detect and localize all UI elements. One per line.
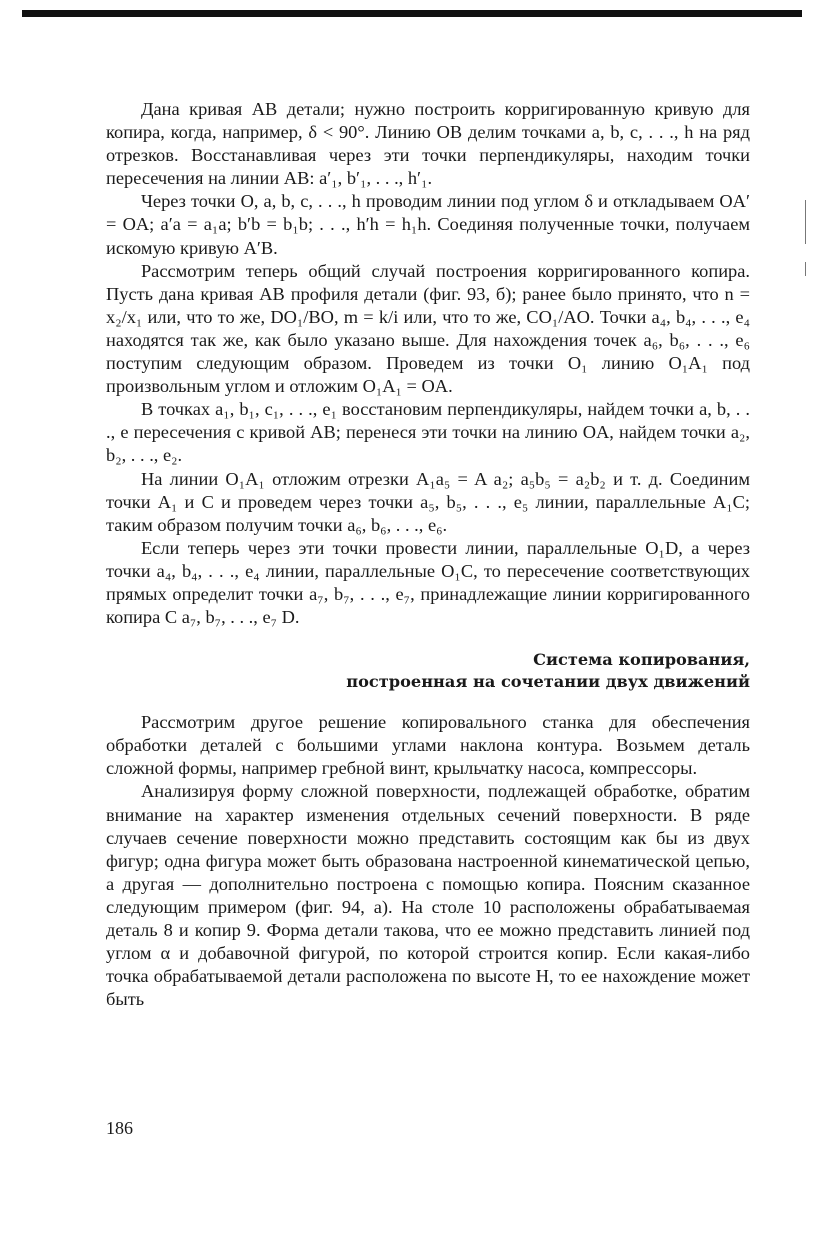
paragraph: На линии O₁A₁ отложим отрезки A₁a₅ = A a₂; a₅b₅ = a₂b₂ и т. д. Соединим точки A₁ и C и проведем через точки a₅, b₅, . . ., e₅ линии, параллельные A₁C; таким образом получим точки a₆, b₆, . . ., e₆. [106, 468, 750, 535]
paragraph: Рассмотрим теперь общий случай построения корригированного копира. Пусть дана кривая AB профиля детали (фиг. 93, б); ранее было принято, что n = x₂/x₁ или, что то же, DO₁/BO, m = k/i или, что то же, CO₁/AO. Точки a₄, b₄, . . ., e₄ находятся так же, как было указано выше. Для нахождения точек a₆, b₆, . . ., e₆ поступим следующим образом. Проведем из точки O₁ линию O₁A₁ под произвольным углом и отложим O₁A₁ = OA. [106, 260, 750, 397]
paragraph: Анализируя форму сложной поверхности, подлежащей обработке, обратим внимание на характер изменения отдельных сечений поверхности. В ряде случаев сечение поверхности можно представить состоящим как бы из двух фигур; одна фигура может быть образована настроенной кинематической цепью, а другая — дополнительно построена с помощью копира. Поясним сказанное следующим примером (фиг. 94, а). На столе 10 расположены обрабатываемая деталь 8 и копир 9. Форма детали такова, что ее можно представить линией под углом α и добавочной фигурой, по которой строится копир. Если какая-либо точка обрабатываемой детали расположена по высоте H, то ее нахождение может быть [106, 781, 750, 1010]
margin-mark [805, 200, 806, 244]
section-heading-line: Система копирования, [533, 650, 750, 670]
page-text [106, 98, 750, 1011]
margin-mark [805, 262, 806, 276]
section-heading [106, 649, 750, 693]
paragraph: Дана кривая AB детали; нужно построить корригированную кривую для копира, когда, например, δ < 90°. Линию OB делим точками a, b, c, . . ., h на ряд отрезков. Восстанавливая через эти точки перпендикуляры, находим точки пересечения на линии AB: a′₁, b′₁, . . ., h′₁. [106, 99, 750, 189]
paragraph: Рассмотрим другое решение копировального станка для обеспечения обработки деталей с большими углами наклона контура. Возьмем деталь сложной формы, например гребной винт, крыльчатку насоса, компрессоры. [106, 712, 750, 779]
page-number: 186 [106, 1118, 133, 1138]
paragraph: Через точки O, a, b, c, . . ., h проводим линии под углом δ и откладываем OA′ = OA; a′a = a₁a; b′b = b₁b; . . ., h′h = h₁h. Соединяя полученные точки, получаем искомую кривую A′B. [106, 191, 750, 258]
paragraph: Если теперь через эти точки провести линии, параллельные O₁D, а через точки a₄, b₄, . . ., e₄ линии, параллельные O₁C, то пересечение соответствующих прямых определит точки a₇, b₇, . . ., e₇, принадлежащие линии корригированного копира C a₇, b₇, . . ., e₇ D. [106, 537, 750, 628]
section-heading-line: построенная на сочетании двух движений [346, 672, 750, 692]
top-rule [22, 10, 802, 17]
paragraph: В точках a₁, b₁, c₁, . . ., e₁ восстановим перпендикуляры, найдем точки a, b, . . ., e пересечения с кривой AB; перенеся эти точки на линию OA, найдем точки a₂, b₂, . . ., e₂. [106, 399, 750, 466]
